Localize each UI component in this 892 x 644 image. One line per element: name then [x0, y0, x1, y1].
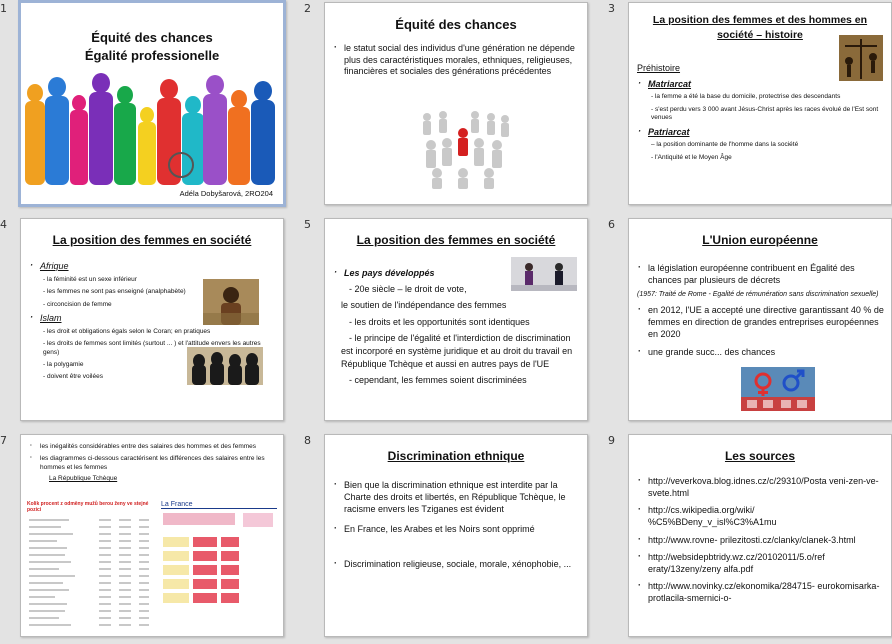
- slide-number: 2: [304, 2, 311, 15]
- slide-number: 9: [608, 434, 615, 447]
- note: (1957: Traité de Rome - Egalité de rémunération sans discrimination sexuelle): [637, 291, 879, 299]
- bullet: · une grande succ... des chances: [637, 347, 885, 359]
- sub-heading: · Patriarcat: [637, 127, 885, 139]
- source-link[interactable]: · http://cs.wikipedia.org/wiki/ %C5%BDeny_v_isl%C3%A1mu: [637, 504, 885, 528]
- text-line: - s'est perdu vers 3 000 avant Jésus-Christ après les races évolué de l'Est sont venues: [651, 105, 879, 122]
- bullet: · la législation européenne contribuent en Égalité des chances par plusieurs de décrets: [637, 263, 885, 286]
- slide-body: [637, 263, 885, 361]
- slide-title: Les sources: [724, 449, 796, 463]
- bullet: · les inégalités considérables entre des salaires des hommes et des femmes: [29, 443, 277, 452]
- slide-body: [637, 475, 885, 607]
- france-chart-graphic: [161, 509, 277, 607]
- title-line-2: Égalité professionelle: [84, 47, 220, 63]
- bullet: · En France, les Arabes et les Noirs sont opprimé: [333, 523, 581, 535]
- title-line-1: Équité des chances: [91, 30, 213, 45]
- slide-author: Adéla Dobyšarová, 2RO204: [179, 189, 273, 198]
- african-woman-image: [203, 279, 259, 325]
- bullet: · le statut social des individus d'une génération ne dépende plus des caractéristiques morales, ethniques, religieuses, financières et sociales des générations précédentes: [333, 43, 581, 78]
- bullet: · Discrimination religieuse, sociale, morale, xénophobie, ...: [333, 558, 581, 570]
- slide-number: 3: [608, 2, 615, 15]
- text-line: – la position dominante de l'homme dans la société: [651, 141, 799, 149]
- table-title: Kolik procent z odměny mužů berou ženy ve stejné pozici: [27, 501, 149, 513]
- text-line: - cependant, les femmes soient discriminées: [349, 375, 527, 386]
- slide-number: 4: [0, 218, 7, 231]
- slide-thumbnail-8[interactable]: [304, 434, 589, 644]
- paper-people-image: [417, 103, 513, 189]
- slide-title: Équité des chances: [395, 17, 517, 32]
- gender-symbols-image: [741, 367, 815, 411]
- slide-title: [21, 29, 283, 64]
- slide-4-canvas[interactable]: [20, 218, 284, 421]
- text-line: - les droits et les opportunités sont identiques: [349, 316, 530, 327]
- people-silhouettes-image: [21, 65, 283, 185]
- sub-heading: · Matriarcat: [637, 79, 885, 91]
- slide-8-canvas[interactable]: [324, 434, 588, 637]
- slide-7-canvas[interactable]: [20, 434, 284, 637]
- slide-title: La position des femmes en société: [52, 233, 252, 247]
- text-line: - l'Antiquité et le Moyen Âge: [651, 153, 732, 161]
- text-line: - circoncision de femme: [43, 300, 112, 308]
- sub-heading: · Les pays développés: [333, 267, 581, 280]
- slide-title: L'Union européenne: [702, 233, 818, 247]
- slide-body: [333, 43, 581, 81]
- slide-2-canvas[interactable]: [324, 2, 588, 205]
- source-link[interactable]: · http://www.rovne- prilezitosti.cz/clanky/clanek-3.html: [637, 534, 885, 546]
- slide-thumbnail-2[interactable]: [304, 2, 589, 212]
- veiled-women-image: [187, 347, 263, 385]
- slide-1-canvas[interactable]: [18, 0, 286, 207]
- text-line: - la féminité est un sexe inférieur: [43, 275, 137, 283]
- slide-thumbnail-4[interactable]: [0, 218, 285, 428]
- chart-title: La France: [161, 501, 277, 509]
- slide-5-canvas[interactable]: [324, 218, 588, 421]
- czech-salary-table-image: [27, 501, 155, 633]
- text-line: - la polygamie: [43, 361, 84, 368]
- slide-number: 1: [0, 2, 7, 15]
- slide-thumbnail-6[interactable]: [608, 218, 892, 428]
- slide-number: 8: [304, 434, 311, 447]
- bullet: · les diagrammes ci-dessous caractérisent les différences des salaires entre les hommes et les femmes: [29, 455, 277, 473]
- slide-thumbnail-5[interactable]: [304, 218, 589, 428]
- france-salary-chart-image: [161, 501, 277, 611]
- text-line: - la femme a été la base du domicile, protectrise des descendants: [651, 93, 841, 101]
- slide-thumbnail-3[interactable]: [608, 2, 892, 212]
- text-line: - 20e siècle – le droit de vote,: [349, 283, 467, 294]
- slide-title: La position des femmes en société: [356, 233, 556, 247]
- section-heading: Préhistoire: [637, 63, 681, 73]
- text-line: - les femmes ne sont pas enseigné (analphabète): [43, 288, 186, 296]
- slide-body: [637, 63, 885, 166]
- bullet: · Bien que la discrimination ethnique est interdite par la Charte des droits et libertés, en République Tchèque, le racisme envers les Tziganes est évident: [333, 479, 581, 515]
- section-heading: · Afrique: [29, 261, 277, 273]
- slide-body: [333, 267, 581, 387]
- slide-thumbnail-7[interactable]: [0, 434, 285, 644]
- slide-thumbnail-9[interactable]: [608, 434, 892, 644]
- slide-body: [29, 443, 277, 484]
- slide-title: La position des femmes et des hommes en société – histoire: [652, 14, 868, 41]
- text-line: - les droit et obligations égals selon le Coran; en pratiques: [43, 327, 211, 335]
- slide-body: [333, 479, 581, 573]
- slide-thumbnail-1[interactable]: [0, 2, 285, 212]
- text-line: le soutien de l'indépendance des femmes: [341, 300, 507, 311]
- text-line: - doivent être voilées: [43, 373, 103, 381]
- text-line: - le principe de l'égalité et l'interdiction de discrimination est incorporé en système juridique et au droit du travail en République Tchèque et aussi en autres pays de l'UE: [341, 333, 573, 369]
- text-line: - les droits de femmes sont limités (surtout ... ) et l'attitude envers les autres gens): [43, 340, 261, 356]
- slide-3-canvas[interactable]: [628, 2, 892, 205]
- sub-bullet: La République Tchèque: [49, 475, 118, 483]
- slide-number: 7: [0, 434, 7, 447]
- slide-9-canvas[interactable]: [628, 434, 892, 637]
- slide-6-canvas[interactable]: [628, 218, 892, 421]
- source-link[interactable]: · http://www.novinky.cz/ekonomika/284715- eurokomisarka-protlacila-smernici-o-: [637, 580, 885, 604]
- source-link[interactable]: · http://websidepbtridy.wz.cz/20102011/5.o/ref eraty/13zeny/zeny alfa.pdf: [637, 551, 885, 575]
- slide-title: Discrimination ethnique: [387, 449, 525, 463]
- slide-number: 6: [608, 218, 615, 231]
- section-heading: · Islam: [29, 313, 277, 325]
- bullet: · en 2012, l'UE a accepté une directive garantissant 40 % de femmes en direction de grandes entreprises européennes en 2020: [637, 305, 885, 340]
- salary-table-rows: [27, 513, 155, 633]
- source-link[interactable]: · http://veverkova.blog.idnes.cz/c/29310/Posta veni-zen-ve-svete.html: [637, 475, 885, 499]
- slide-number: 5: [304, 218, 311, 231]
